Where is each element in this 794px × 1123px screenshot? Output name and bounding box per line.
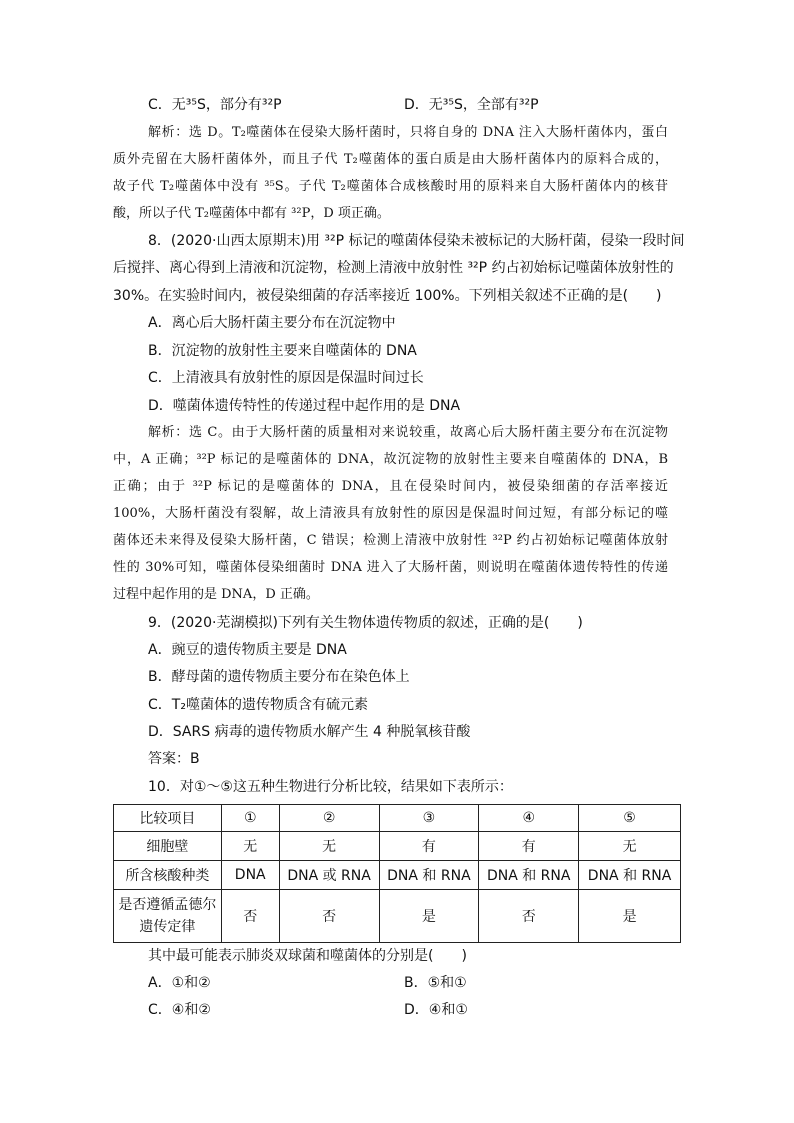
- table-cell: DNA 和 RNA: [379, 861, 479, 890]
- table-cell: 否: [479, 890, 579, 943]
- q7-analysis-line: 故子代 T₂噬菌体中没有 ³⁵S。子代 T₂噬菌体合成核酸时用的原料来自大肠杆菌体内的核苷: [113, 179, 668, 194]
- table-header-row: [114, 805, 681, 832]
- table-cell: 细胞壁: [114, 832, 222, 861]
- table-cell: 有: [479, 832, 579, 861]
- table-header-cell: 比较项目: [114, 805, 222, 832]
- table-header-cell: ①: [221, 805, 279, 832]
- table-row: [114, 861, 681, 890]
- q8-stem-line: 后搅拌、离心得到上清液和沉淀物，检测上清液中放射性 ³²P 约占初始标记噬菌体放射性的: [113, 260, 674, 276]
- table-cell: 无: [579, 832, 681, 861]
- q9-option-a: A．豌豆的遗传物质主要是 DNA: [148, 642, 347, 658]
- q7-analysis-line: 质外壳留在大肠杆菌体外，而且子代 T₂噬菌体的蛋白质是由大肠杆菌体内的原料合成的，: [113, 152, 668, 167]
- table-cell: 是: [379, 890, 479, 943]
- q10-option-d: D．④和①: [404, 1002, 468, 1018]
- q7-option-c: C．无³⁵S，部分有³²P: [148, 97, 282, 113]
- q7-analysis-line: 解析：选 D。T₂噬菌体在侵染大肠杆菌时，只将自身的 DNA 注入大肠杆菌体内，蛋白: [148, 125, 668, 140]
- q8-stem-line: 8．(2020·山西太原期末)用 ³²P 标记的噬菌体侵染未被标记的大肠杆菌，侵染一段时间: [148, 233, 685, 249]
- table-cell: DNA 和 RNA: [479, 861, 579, 890]
- q8-analysis-line: 正确；由于 ³²P 标记的是噬菌体的 DNA，且在侵染时间内，被侵染细菌的存活率接近: [113, 479, 668, 494]
- q8-analysis-line: 菌体还未来得及侵染大肠杆菌，C 错误；检测上清液中放射性 ³²P 约占初始标记噬菌体放射: [113, 533, 668, 548]
- q8-analysis-line: 中，A 正确；³²P 标记的是噬菌体的 DNA，故沉淀物的放射性主要来自噬菌体的 DNA，B: [113, 452, 668, 467]
- table-cell: 否: [279, 890, 379, 943]
- table-header-cell: ⑤: [579, 805, 681, 832]
- table-header-cell: ③: [379, 805, 479, 832]
- table-row: [114, 832, 681, 861]
- q8-option-c: C．上清液具有放射性的原因是保温时间过长: [148, 370, 424, 386]
- q8-option-d: D．噬菌体遗传特性的传递过程中起作用的是 DNA: [148, 398, 461, 414]
- table-cell: 无: [279, 832, 379, 861]
- table-cell: 是否遵循孟德尔遗传定律: [114, 890, 222, 943]
- q8-stem-line: 30%。在实验时间内，被侵染细菌的存活率接近 100%。下列相关叙述不正确的是( ): [113, 288, 662, 304]
- q8-analysis-line: 性的 30%可知，噬菌体侵染细菌时 DNA 进入了大肠杆菌，则说明在噬菌体遗传特性的传递: [113, 560, 668, 575]
- q8-analysis-line: 解析：选 C。由于大肠杆菌的质量相对来说较重，故离心后大肠杆菌主要分布在沉淀物: [148, 425, 668, 440]
- q9-option-c: C．T₂噬菌体的遗传物质含有硫元素: [148, 697, 368, 713]
- q7-analysis-line: 酸，所以子代 T₂噬菌体中都有 ³²P，D 项正确。: [113, 206, 390, 221]
- q10-stem: 10．对①～⑤这五种生物进行分析比较，结果如下表所示：: [148, 779, 513, 795]
- table-cell: 有: [379, 832, 479, 861]
- q9-answer: 答案：B: [148, 751, 200, 767]
- table-header-cell: ④: [479, 805, 579, 832]
- q10-question: 其中最可能表示肺炎双球菌和噬菌体的分别是( ): [148, 948, 467, 964]
- comparison-table: [113, 804, 681, 943]
- q10-option-a: A．①和②: [148, 975, 211, 991]
- q10-option-c: C．④和②: [148, 1002, 211, 1018]
- q8-analysis-line: 100%，大肠杆菌没有裂解，故上清液具有放射性的原因是保温时间过短，有部分标记的噬: [113, 506, 668, 521]
- q8-option-a: A．离心后大肠杆菌主要分布在沉淀物中: [148, 315, 396, 331]
- table-cell: DNA 和 RNA: [579, 861, 681, 890]
- table-cell: 所含核酸种类: [114, 861, 222, 890]
- table-row: [114, 890, 681, 943]
- q9-option-d: D．SARS 病毒的遗传物质水解产生 4 种脱氧核苷酸: [148, 724, 471, 740]
- q8-analysis-line: 过程中起作用的是 DNA，D 正确。: [113, 587, 319, 602]
- q9-option-b: B．酵母菌的遗传物质主要分布在染色体上: [148, 669, 410, 685]
- q10-option-b: B．⑤和①: [404, 975, 467, 991]
- table-cell: 无: [221, 832, 279, 861]
- q8-option-b: B．沉淀物的放射性主要来自噬菌体的 DNA: [148, 343, 417, 359]
- table-header-cell: ②: [279, 805, 379, 832]
- q9-stem: 9．(2020·芜湖模拟)下列有关生物体遗传物质的叙述，正确的是( ): [148, 615, 583, 631]
- table-cell: 否: [221, 890, 279, 943]
- q7-option-d: D．无³⁵S，全部有³²P: [404, 97, 539, 113]
- table-cell: 是: [579, 890, 681, 943]
- table-cell: DNA 或 RNA: [279, 861, 379, 890]
- table-cell: DNA: [221, 861, 279, 890]
